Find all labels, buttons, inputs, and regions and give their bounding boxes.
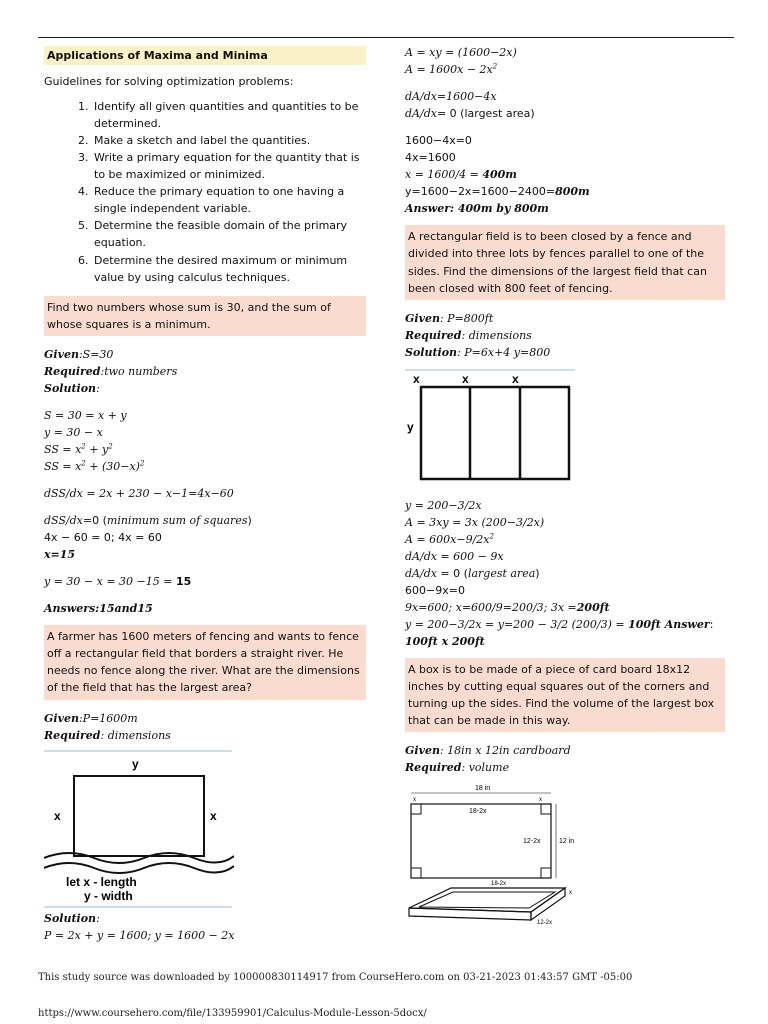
inner-top-label: 18-2x [469, 808, 487, 816]
p1-given: Given:S=30 [44, 347, 114, 361]
p3-solution: Solution: P=6x+4 y=800 [405, 345, 551, 359]
p2-solution: Solution: [44, 911, 100, 925]
p2-answer: Answer: 400m by 800m [405, 202, 549, 216]
p1-derivative: dSS/dx = 2x + 230 − x−1=4x−60 [44, 487, 234, 501]
p1-solve: 4x − 60 = 0; 4x = 60 [44, 531, 162, 545]
cardboard-top-label: 18 in [475, 785, 491, 793]
p1-eq-ss1: SS = $x^2 + y^2$ [44, 442, 113, 456]
p1-eq-y: y = 30 − x [44, 425, 103, 439]
top-rule [38, 37, 734, 38]
guideline-step: 5. Determine the feasible domain of the primary equation. [92, 217, 366, 251]
lot-x-label-2: x [462, 371, 469, 386]
p3-answer: y = 200−3/2x = y=200 − 3/2 (200/3) = 100ft Answer: 100ft x 200ft [405, 618, 714, 649]
p4-given: Given: 18in x 12in cardboard [405, 744, 571, 758]
p3-eq-area: A = 3xy = 3x (200−3/2x) [405, 515, 545, 529]
source-url: https://www.coursehero.com/file/133959901/Calculus-Module-Lesson-5docx/ [38, 1008, 427, 1019]
p3-eq-area-expanded: $A = 600x-9/2x^2$ [405, 532, 494, 546]
box-height-label: x [569, 890, 572, 897]
lot-y-label: y [407, 419, 414, 434]
inner-side-label: 12-2x [523, 838, 541, 846]
right-column [405, 44, 725, 932]
diagram-x-right-label: x [210, 808, 217, 823]
cardboard-box-diagram [405, 782, 595, 932]
area-derivative-zero: dA/dx= 0 (largest area) [405, 107, 535, 121]
p3-derivative: dA/dx = 600 − 9x [405, 549, 504, 563]
p1-solution: Solution: [44, 381, 100, 395]
box-top-label: 18-2x [491, 881, 507, 888]
p1-eq-ss2: SS = $x^2 + (30-x)^2$ [44, 459, 145, 473]
area-derivative: dA/dx=1600−4x [405, 90, 497, 104]
p3-solve-1: 600−9x=0 [405, 583, 465, 597]
p4-required: Required: volume [405, 761, 510, 775]
solve-step-4: y=1600−2x=1600−2400=800m [405, 185, 590, 199]
p3-eq-y: y = 200−3/2x [405, 498, 482, 512]
area-eq-1: A = xy = (1600−2x) [405, 46, 517, 59]
lot-x-label-1: x [413, 371, 420, 386]
problem-2-box: A farmer has 1600 meters of fencing and wants to fence off a rectangular field that borders a straight river. He needs no fence along the river. What are the dimensions of the field that has the largest area? [44, 625, 366, 699]
corner-x-label-2: x [539, 797, 542, 804]
solve-step-3: x = 1600/4 = 400m [405, 168, 517, 182]
area-eq-2: $A = 1600x - 2x^2$ [405, 62, 498, 77]
p1-derivative-zero: dSS/dx=0 (minimum sum of squares) [44, 514, 252, 528]
p2-given: Given:P=1600m [44, 711, 138, 725]
corner-x-label-1: x [413, 797, 416, 804]
p1-required: Required:two numbers [44, 364, 178, 378]
section-heading: Applications of Maxima and Minima [44, 46, 366, 65]
guideline-step: 1. Identify all given quantities and quantities to be determined. [92, 98, 366, 132]
p1-x-value: x=15 [44, 548, 76, 562]
left-column [44, 44, 366, 944]
p1-eq-s: S = 30 = x + y [44, 408, 127, 422]
problem-1-box: Find two numbers whose sum is 30, and the sum of whose squares is a minimum. [44, 296, 366, 336]
outer-side-label: 12 in [559, 838, 575, 846]
p2-perimeter-eq: P = 2x + y = 1600; y = 1600 − 2x [44, 928, 235, 942]
diagram-caption-width: y - width [84, 888, 133, 903]
p3-derivative-zero: dA/dx = 0 (largest area) [405, 566, 540, 580]
p1-answer: Answers:15and15 [44, 602, 153, 616]
three-lots-diagram [405, 369, 577, 487]
diagram-y-label: y [132, 756, 139, 771]
guidelines-list [44, 98, 366, 286]
p2-required: Required: dimensions [44, 728, 171, 742]
diagram-x-left-label: x [54, 808, 61, 823]
problem-3-box: A rectangular field is to been closed by a fence and divided into three lots by fences parallel to one of the sides. Find the dimensions of the largest field that can been closed with 800 feet of fencing. [405, 225, 725, 299]
box-bottom-label: 12-2x [537, 920, 553, 927]
p1-y-value: y = 30 − x = 30 −15 = 15 [44, 575, 192, 589]
p3-solve-2: 9x=600; x=600/9=200/3; 3x =200ft [405, 601, 610, 615]
field-river-diagram [44, 750, 234, 910]
guideline-step: 4. Reduce the primary equation to one having a single independent variable. [92, 183, 366, 217]
solve-step-2: 4x=1600 [405, 151, 456, 165]
p3-required: Required: dimensions [405, 328, 532, 342]
guideline-step: 6. Determine the desired maximum or minimum value by using calculus techniques. [92, 252, 366, 286]
problem-4-box: A box is to be made of a piece of card board 18x12 inches by cutting equal squares out of the corners and turning up the sides. Find the volume of the largest box that can be made in this way. [405, 658, 725, 732]
guideline-step: 2. Make a sketch and label the quantities. [92, 132, 366, 149]
diagram-caption-length: let x - length [66, 874, 137, 889]
lot-x-label-3: x [512, 371, 519, 386]
guideline-step: 3. Write a primary equation for the quantity that is to be maximized or minimized. [92, 149, 366, 183]
p3-given: Given: P=800ft [405, 311, 494, 325]
download-notice: This study source was downloaded by 100000830114917 from CourseHero.com on 03-21-2023 01:43:57 GMT -05:00 [38, 972, 633, 983]
guidelines-intro: Guidelines for solving optimization problems: [44, 75, 294, 89]
solve-step-1: 1600−4x=0 [405, 134, 472, 148]
